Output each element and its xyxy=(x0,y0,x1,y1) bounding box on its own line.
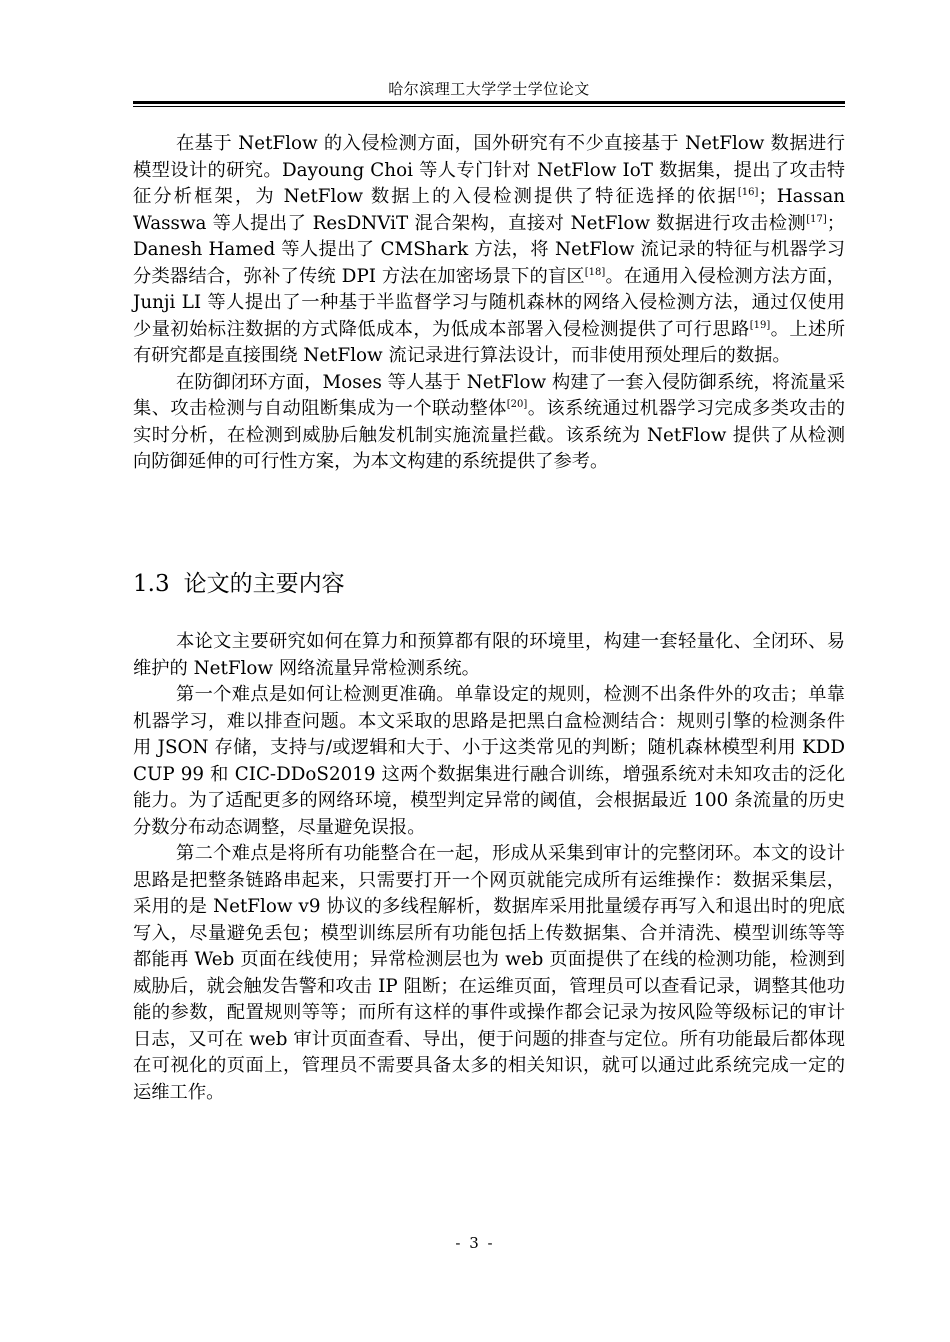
paragraph-second-difficulty: 第二个难点是将所有功能整合在一起，形成从采集到审计的完整闭环。本文的设计思路是把整条链路串起来，只需要打开一个网页就能完成所有运维操作：数据采集层，采用的是 NetFlow v9 协议的多线程解析，数据库采用批量缓存再写入和退出时的兜底写入，尽量避免丢包；模型训练层所有功能包括上传数据集、合并清洗、模型训练等等都能再 Web 页面在线使用；异常检测层也为 web 页面提供了在线的检测功能，检测到威胁后，就会触发告警和攻击 IP 阻断；在运维页面，管理员可以查看记录，调整其他功能的参数，配置规则等等；而所有这样的事件或操作都会记录为按风险等级标记的审计日志，又可在 web 审计页面查看、导出，便于问题的排查与定位。所有功能最后都体现在可视化的页面上，管理员不需要具备太多的相关知识，就可以通过此系统完成一定的运维工作。 xyxy=(133,843,845,1103)
citation-18: [18] xyxy=(584,266,606,278)
section-main-content xyxy=(133,629,845,1106)
citation-17: [17] xyxy=(806,213,827,225)
text-run: 。该系统通过机器学习完成多类攻击的实时分析，在检测到威胁后触发机制实施流量拦截。该系统为 NetFlow 提供了从检测向防御延伸的可行性方案，为本文构建的系统提供了参考。 xyxy=(133,398,846,472)
header-rule-thick xyxy=(133,101,845,104)
paragraph-netflow-intrusion-detection xyxy=(133,131,845,370)
section-related-work xyxy=(133,131,845,476)
header-rule-thin xyxy=(133,106,845,107)
section-title: 论文的主要内容 xyxy=(183,571,345,597)
running-header: 哈尔滨理工大学学士学位论文 xyxy=(388,80,590,98)
text-run: 在防御闭环方面，Moses 等人基于 NetFlow 构建了一套入侵防御系统，将流量采集、攻击检测与自动阻断集成为一个联动整体 xyxy=(133,371,845,419)
text-run: ；Hassan Wasswa 等人提出了 ResDNViT 混合架构，直接对 NetFlow 数据进行攻击检测 xyxy=(133,186,845,234)
citation-20: [20] xyxy=(506,399,528,410)
paragraph-first-difficulty: 第一个难点是如何让检测更准确。单靠设定的规则，检测不出条件外的攻击；单靠机器学习，难以排查问题。本文采取的思路是把黑白盒检测结合：规则引擎的检测条件用 JSON 存储，支持与/或逻辑和大于、小于这类常见的判断；随机森林模型利用 KDD CUP 99 和 CIC-DDoS2019 这两个数据集进行融合训练，增强系统对未知攻击的泛化能力。为了适配更多的网络环境，模型判定异常的阈值，会根据最近 100 条流量的历史分数分布动态调整，尽量避免误报。 xyxy=(133,684,845,838)
text-run: ；Danesh Hamed 等人提出了 CMShark 方法，将 NetFlow 流记录的特征与机器学习分类器结合，弥补了传统 DPI 方法在加密场景下的盲区 xyxy=(133,212,845,287)
text-run: 。在通用入侵检测方法方面，Junji LI 等人提出了一种基于半监督学习与随机森林的网络入侵检测方法，通过仅使用少量初始标注数据的方式降低成本，为低成本部署入侵检测提供了可行思路 xyxy=(133,265,845,340)
text-run: 。上述所有研究都是直接围绕 NetFlow 流记录进行算法设计，而非使用预处理后的数据。 xyxy=(133,318,846,366)
citation-19: [19] xyxy=(749,319,771,331)
paragraph-defense-loop xyxy=(133,370,845,476)
section-number: 1.3 xyxy=(133,571,170,597)
paragraph-overview: 本论文主要研究如何在算力和预算都有限的环境里，构建一套轻量化、全闭环、易维护的 NetFlow 网络流量异常检测系统。 xyxy=(133,631,845,679)
text-run: 在基于 NetFlow 的入侵检测方面，国外研究有不少直接基于 NetFlow 数据进行模型设计的研究。Dayoung Choi 等人专门针对 NetFlow IoT 数据集，提出了攻击特征分析框架，为 NetFlow 数据上的入侵检测提供了特征选择的依据 xyxy=(133,133,845,207)
section-heading xyxy=(133,568,345,600)
citation-16: [16] xyxy=(737,187,759,198)
page-number: - 3 - xyxy=(455,1234,495,1252)
